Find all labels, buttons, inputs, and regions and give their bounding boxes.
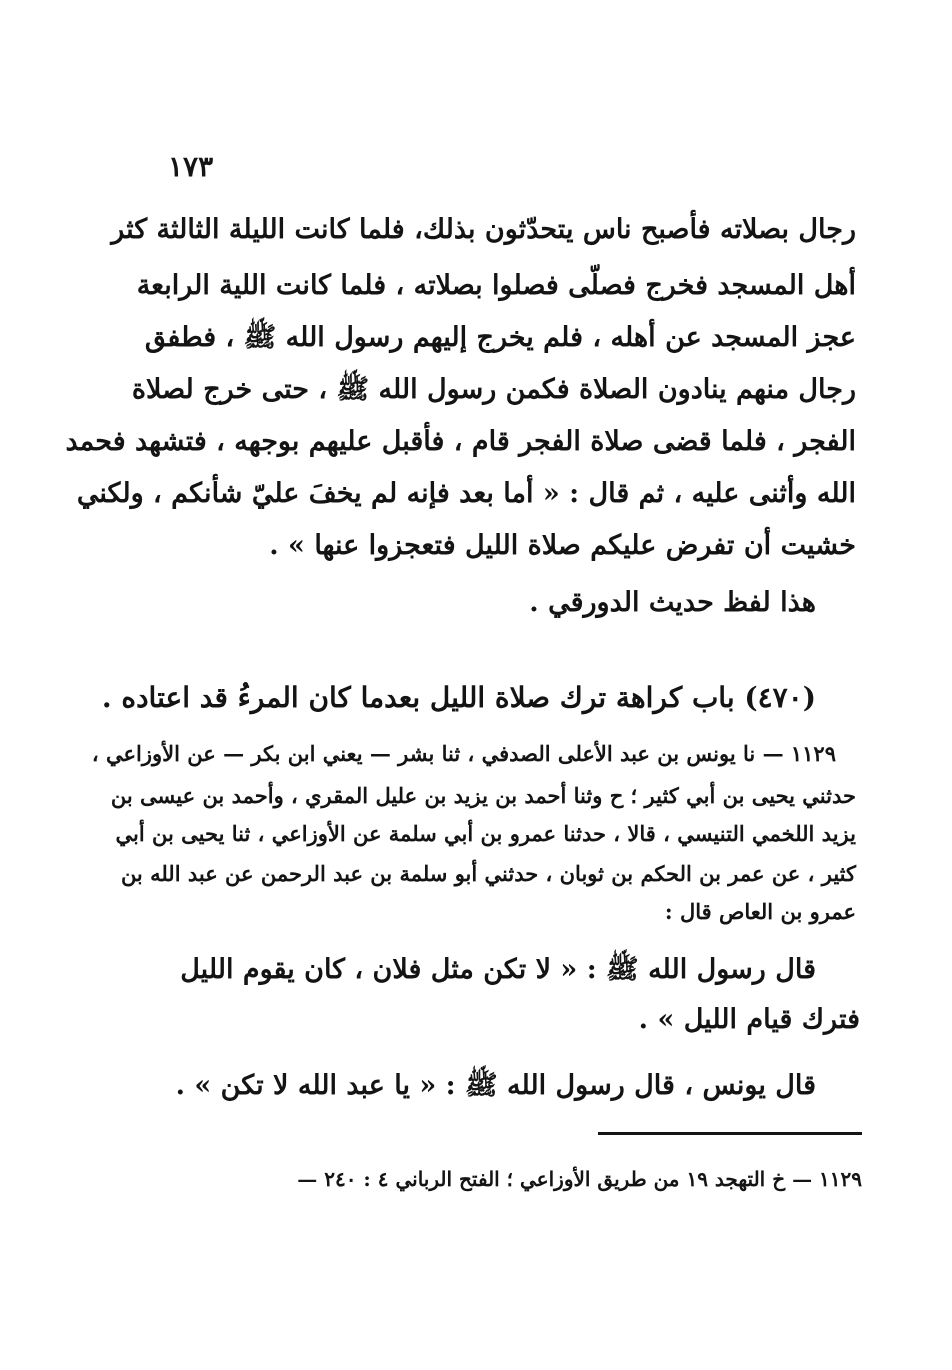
hadith-isnad-line: حدثني يحيى بن أبي كثير ؛ ح وثنا أحمد بن يزيد بن عليل المقري ، وأحمد بن عيسى بن (110, 783, 856, 808)
body-line: عجز المسجد عن أهله ، فلم يخرج إليهم رسول الله ﷺ ، فطفق (144, 322, 856, 353)
body-line: خشيت أن تفرض عليكم صلاة الليل فتعجزوا عنها » . (269, 530, 856, 561)
hadith-isnad-line: عمرو بن العاص قال : (664, 899, 856, 924)
footnote-separator (598, 1132, 862, 1135)
hadith-text-line: قال رسول الله ﷺ : « لا تكن مثل فلان ، كان يقوم الليل (180, 954, 816, 985)
body-line: الفجر ، فلما قضى صلاة الفجر قام ، فأقبل عليهم بوجهه ، فتشهد فحمد (65, 426, 856, 457)
hadith-text-line: قال يونس ، قال رسول الله ﷺ : « يا عبد الله لا تكن » . (175, 1070, 816, 1101)
body-line: رجال منهم ينادون الصلاة فكمن رسول الله ﷺ ، حتى خرج لصلاة (131, 374, 856, 405)
page-number: ١٧٣ (168, 150, 214, 183)
hadith-text-line: فترك قيام الليل » . (638, 1004, 860, 1035)
body-line: الله وأثنى عليه ، ثم قال : « أما بعد فإنه لم يخفَ عليّ شأنكم ، ولكني (76, 478, 856, 509)
hadith-isnad-line: يزيد اللخمي التنيسي ، قالا ، حدثنا عمرو بن أبي سلمة عن الأوزاعي ، ثنا يحيى بن أبي (115, 821, 856, 846)
hadith-isnad-line: كثير ، عن عمر بن الحكم بن ثوبان ، حدثني أبو سلمة بن عبد الرحمن عن عبد الله بن (120, 861, 856, 886)
footnote: ١١٢٩ — خ التهجد ١٩ من طريق الأوزاعي ؛ الفتح الرباني ٤ : ٢٤٠ — (297, 1167, 862, 1191)
chapter-heading: (٤٧٠) باب كراهة ترك صلاة الليل بعدما كان المرءُ قد اعتاده . (101, 681, 816, 714)
hadith-isnad-line: ١١٢٩ — نا يونس بن عبد الأعلى الصدفي ، ثنا بشر — يعني ابن بكر — عن الأوزاعي ، (91, 741, 836, 766)
body-line: رجال بصلاته فأصبح ناس يتحدّثون بذلك، فلما كانت الليلة الثالثة كثر (111, 214, 856, 245)
body-line: أهل المسجد فخرج فصلّى فصلوا بصلاته ، فلما كانت اللية الرابعة (136, 270, 856, 301)
source-note: هذا لفظ حديث الدورقي . (529, 587, 816, 618)
